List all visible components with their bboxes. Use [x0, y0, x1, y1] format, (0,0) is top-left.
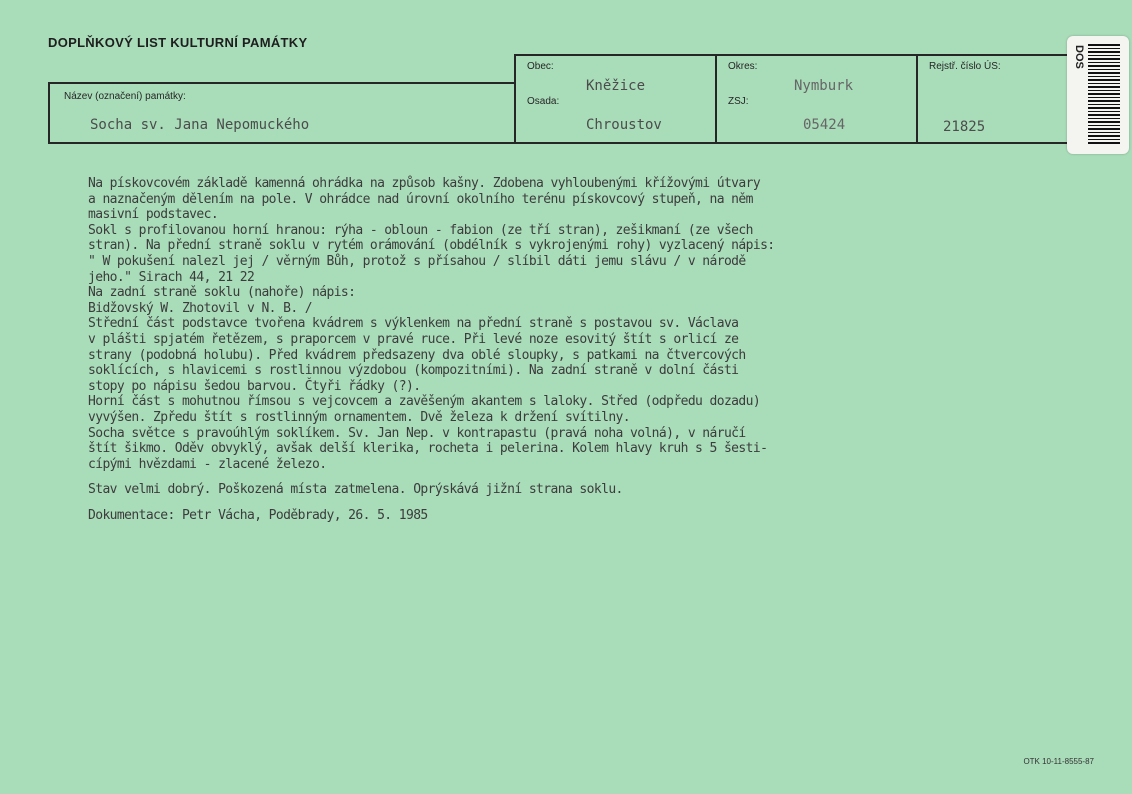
- documentation-text: Dokumentace: Petr Vácha, Poděbrady, 26. 5. 1985: [88, 507, 428, 523]
- osada-value: Chroustov: [586, 117, 662, 133]
- description-line: a naznačeným dělením na pole. V ohrádce nad úrovní okolního terénu pískovcový stupeň, na něm: [88, 191, 753, 207]
- osada-label: Osada:: [527, 96, 560, 107]
- description-line: Střední část podstavce tvořena kvádrem s výklenkem na přední straně s postavou sv. Václava: [88, 316, 739, 332]
- description-line: Na pískovcovém základě kamenná ohrádka na způsob kašny. Zdobena vyhloubenými křížovými útvary: [88, 176, 761, 191]
- divider-top-right: [514, 54, 1124, 56]
- description-line: Horní část s mohutnou římsou s vejcovcem a zavěšeným akantem s laloky. Střed (odpředu dozadu): [88, 394, 761, 410]
- document-title: DOPLŇKOVÝ LIST KULTURNÍ PAMÁTKY: [48, 35, 308, 50]
- spacer: [88, 498, 1048, 508]
- okres-label: Okres:: [728, 61, 758, 72]
- divider-left-edge: [48, 82, 50, 144]
- sticker-code: DOS: [1073, 45, 1085, 69]
- obec-value: Kněžice: [586, 78, 646, 94]
- divider-col-3: [916, 54, 918, 144]
- name-label: Název (označení) památky:: [64, 91, 186, 102]
- description-line: stopy po nápisu šedou barvou. Čtyři řádky (?).: [88, 378, 421, 394]
- obec-label: Obec:: [527, 61, 554, 72]
- divider-col-2: [715, 54, 717, 144]
- description-line: jeho." Sirach 44, 21 22: [88, 269, 255, 285]
- divider-col-1: [514, 54, 516, 144]
- description-line: Na zadní straně soklu (nahoře) nápis:: [88, 285, 356, 301]
- description-line: štít šikmo. Oděv obvyklý, avšak delší klerika, rocheta i pelerina. Kolem hlavy kruh s 5 šesti-: [88, 441, 768, 457]
- description-line: stran). Na přední straně soklu v rytém orámování (obdélník s vykrojenými rohy) vyzlacený nápis:: [88, 238, 775, 254]
- description-line: Socha světce s pravoúhlým soklíkem. Sv. Jan Nep. v kontrapastu (pravá noha volná), v náručí: [88, 425, 746, 441]
- description-line: Sokl s profilovanou horní hranou: rýha - obloun - fabion (ze tří stran), zešikmaní (ze všech: [88, 222, 753, 238]
- zsj-value: 05424: [803, 117, 846, 133]
- description-line: masivní podstavec.: [88, 207, 219, 223]
- divider-name-top: [48, 82, 516, 84]
- description-line: cípými hvězdami - zlacené železo.: [88, 456, 327, 472]
- description-line: " W pokušení nalezl jej / věrným Bůh, protož s přísahou / slíbil dáti jemu slávu / v národě: [88, 253, 746, 269]
- description-line: v plášti spjatém řetězem, s praporcem v pravé ruce. Při levé noze esovitý štít s orlicí ze: [88, 331, 739, 347]
- okres-value: Nymburk: [794, 78, 854, 94]
- form-reference: OTK 10-11-8555-87: [1023, 757, 1094, 766]
- rejstr-label: Rejstř. číslo ÚS:: [929, 61, 1001, 72]
- description-text: [88, 176, 1048, 523]
- barcode-icon: [1088, 44, 1120, 146]
- description-line: vyvýšen. Zpředu štít s rostlinným ornamentem. Dvě železa k držení svítilny.: [88, 409, 631, 425]
- name-value: Socha sv. Jana Nepomuckého: [90, 117, 310, 133]
- rejstr-value: 21825: [943, 119, 986, 135]
- description-line: Bidžovský W. Zhotovil v N. B. /: [88, 300, 313, 316]
- divider-header-bottom: [48, 142, 1124, 144]
- spacer: [88, 472, 1048, 482]
- description-line: strany (podobná holubu). Před kvádrem předsazeny dva oblé sloupky, s patkami na čtvercových: [88, 347, 746, 363]
- condition-text: Stav velmi dobrý. Poškozená místa zatmelena. Oprýskává jižní strana soklu.: [88, 482, 623, 498]
- zsj-label: ZSJ:: [728, 96, 749, 107]
- description-line: soklících, s hlavicemi s rostlinnou výzdobou (kompozitními). Na zadní straně v dolní části: [88, 363, 739, 379]
